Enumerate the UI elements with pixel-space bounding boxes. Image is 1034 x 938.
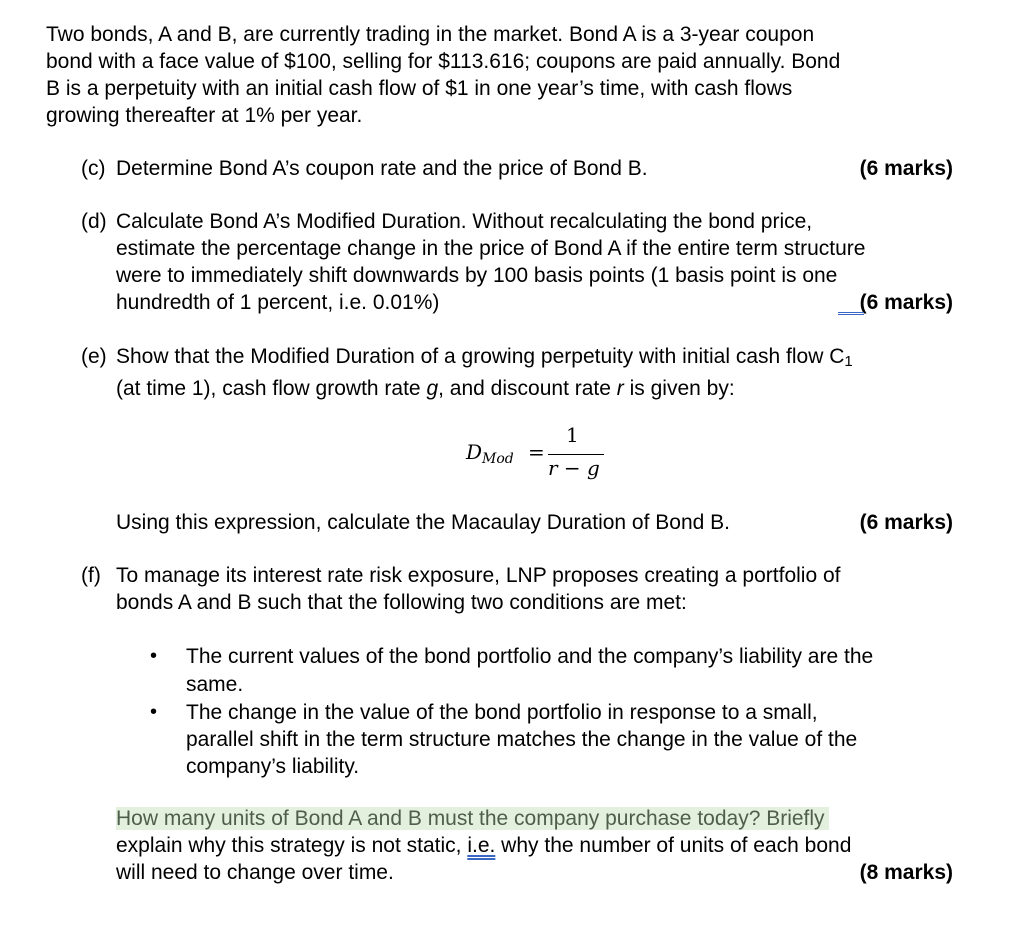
question-c: [81, 155, 953, 182]
question-text-line: [116, 832, 953, 859]
formula-equals: =: [528, 440, 545, 464]
question-text-line: were to immediately shift downwards by 100 basis points (1 basis point is one: [116, 264, 838, 287]
question-label: (d): [81, 210, 107, 233]
marks-label: [860, 289, 953, 316]
formula-lhs-main: D: [466, 440, 483, 464]
question-label: (e): [81, 345, 107, 368]
intro-line: growing thereafter at 1% per year.: [46, 104, 363, 127]
question-text-line: will need to change over time.: [116, 861, 394, 884]
text-segment: , and discount rate: [438, 377, 617, 400]
variable-r: r: [616, 377, 624, 400]
question-text-line: bonds A and B such that the following two conditions are met:: [116, 591, 687, 614]
question-text-line: To manage its interest rate risk exposure, LNP proposes creating a portfolio of: [116, 564, 841, 587]
question-text-line: hundredth of 1 percent, i.e. 0.01%): [116, 291, 440, 314]
question-text: Using this expression, calculate the Macaulay Duration of Bond B.: [116, 511, 730, 534]
marks-text: (6 marks): [859, 291, 953, 314]
question-text-line: [116, 343, 953, 375]
variable-g: g: [426, 377, 439, 400]
marks-label: (6 marks): [859, 157, 953, 180]
formula-numerator: 1: [566, 423, 579, 447]
text-segment: is given by:: [623, 377, 735, 400]
text-segment: why the number of units of each bond: [495, 834, 852, 857]
bullet-icon: •: [150, 645, 158, 667]
bullet-icon: •: [150, 701, 158, 723]
formula-denominator: r − g: [548, 456, 600, 480]
question-f-final: [116, 805, 953, 886]
list-item: [150, 699, 953, 780]
text-segment: Show that the Modified Duration of a growing perpetuity with initial cash flow C: [116, 345, 845, 368]
question-d: [81, 208, 953, 316]
question-e: [81, 343, 953, 402]
spellcheck-underline: [838, 312, 864, 315]
marks-label: (8 marks): [859, 861, 953, 884]
question-text-line: Calculate Bond A’s Modified Duration. Without recalculating the bond price,: [116, 210, 813, 233]
list-item-line: same.: [186, 673, 244, 696]
question-f: [81, 562, 953, 616]
question-text-line: estimate the percentage change in the price of Bond A if the entire term structure: [116, 237, 866, 260]
list-item-line: The current values of the bond portfolio and the company’s liability are the: [186, 645, 874, 668]
question-text: Determine Bond A’s coupon rate and the price of Bond B.: [116, 157, 648, 180]
subscript: 1: [844, 353, 853, 370]
question-label: (f): [81, 564, 101, 587]
question-e-using: [116, 509, 953, 536]
highlighted-line: [116, 805, 953, 832]
formula-lhs-sub: Mod: [482, 451, 514, 467]
intro-line: B is a perpetuity with an initial cash flow of $1 in one year’s time, with cash flows: [46, 77, 793, 100]
intro-paragraph: [46, 21, 946, 129]
list-item-line: parallel shift in the term structure matches the change in the value of the: [186, 728, 858, 751]
list-item: [150, 643, 953, 699]
condition-list: [150, 643, 953, 780]
grammar-flag: i.e.: [467, 834, 496, 857]
marks-label: (6 marks): [859, 511, 953, 534]
intro-line: Two bonds, A and B, are currently trading in the market. Bond A is a 3-year coupon: [46, 23, 815, 46]
text-highlight: How many units of Bond A and B must the company purchase today? Briefly: [116, 807, 829, 830]
text-segment: (at time 1), cash flow growth rate: [116, 377, 427, 400]
question-text-line: [116, 375, 953, 402]
list-item-line: The change in the value of the bond portfolio in response to a small,: [186, 701, 818, 724]
list-item-line: company’s liability.: [186, 755, 360, 778]
formula-lhs: [466, 439, 514, 473]
text-segment: explain why this strategy is not static,: [116, 834, 468, 857]
intro-line: bond with a face value of $100, selling for $113.616; coupons are paid annually. Bond: [46, 50, 841, 73]
question-label: (c): [81, 157, 106, 180]
modified-duration-formula: [466, 422, 606, 482]
